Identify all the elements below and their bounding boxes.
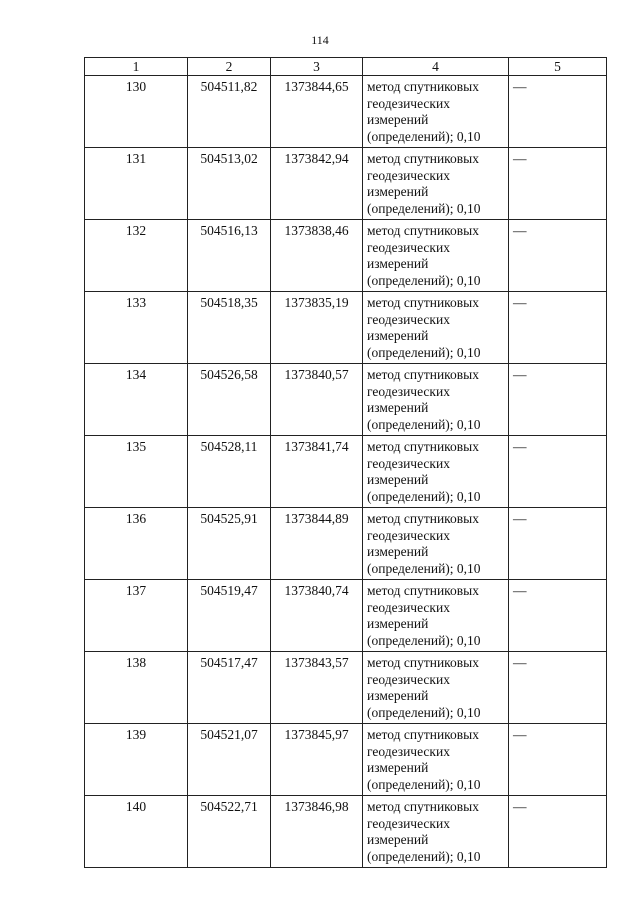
- method-cell: [363, 796, 509, 868]
- method-cell: [363, 652, 509, 724]
- method-line: (определений); 0,10: [367, 704, 481, 720]
- method-line: геодезических: [367, 671, 450, 687]
- point-number-cell: 139: [85, 724, 188, 796]
- dash-mark: —: [513, 439, 527, 454]
- x-coordinate-cell: 504528,11: [188, 436, 271, 508]
- method-cell: [363, 724, 509, 796]
- method-line: измерений: [367, 544, 429, 559]
- header-col-3: 3: [271, 58, 363, 76]
- page-number: 114: [311, 33, 329, 47]
- method-line: измерений: [367, 184, 429, 199]
- table-row: [85, 580, 607, 652]
- header-col-5: 5: [509, 58, 607, 76]
- notes-cell: [509, 652, 607, 724]
- notes-cell: [509, 76, 607, 148]
- method-line: геодезических: [367, 239, 450, 255]
- method-line: (определений); 0,10: [367, 560, 481, 576]
- method-cell: [363, 76, 509, 148]
- method-line: метод спутниковых: [367, 511, 479, 526]
- method-cell: [363, 220, 509, 292]
- x-coordinate-cell: 504521,07: [188, 724, 271, 796]
- x-coordinate-cell: 504518,35: [188, 292, 271, 364]
- notes-cell: [509, 796, 607, 868]
- method-line: (определений); 0,10: [367, 128, 481, 144]
- point-number-cell: 131: [85, 148, 188, 220]
- method-line: геодезических: [367, 311, 450, 327]
- y-coordinate-cell: 1373840,74: [271, 580, 363, 652]
- method-line: метод спутниковых: [367, 151, 479, 166]
- header-col-1: 1: [85, 58, 188, 76]
- dash-mark: —: [513, 79, 527, 94]
- method-line: измерений: [367, 256, 429, 271]
- point-number-cell: 130: [85, 76, 188, 148]
- method-line: геодезических: [367, 167, 450, 183]
- method-line: геодезических: [367, 599, 450, 615]
- table-row: [85, 796, 607, 868]
- table-row: [85, 508, 607, 580]
- method-cell: [363, 292, 509, 364]
- method-cell: [363, 580, 509, 652]
- y-coordinate-cell: 1373840,57: [271, 364, 363, 436]
- method-line: измерений: [367, 760, 429, 775]
- y-coordinate-cell: 1373846,98: [271, 796, 363, 868]
- point-number-cell: 133: [85, 292, 188, 364]
- point-number-cell: 135: [85, 436, 188, 508]
- method-line: измерений: [367, 112, 429, 127]
- table-row: [85, 724, 607, 796]
- y-coordinate-cell: 1373838,46: [271, 220, 363, 292]
- dash-mark: —: [513, 223, 527, 238]
- method-line: метод спутниковых: [367, 727, 479, 742]
- header-col-2: 2: [188, 58, 271, 76]
- table-row: [85, 364, 607, 436]
- method-cell: [363, 364, 509, 436]
- method-line: измерений: [367, 688, 429, 703]
- method-cell: [363, 436, 509, 508]
- y-coordinate-cell: 1373842,94: [271, 148, 363, 220]
- notes-cell: [509, 724, 607, 796]
- method-line: (определений); 0,10: [367, 488, 481, 504]
- method-line: метод спутниковых: [367, 295, 479, 310]
- y-coordinate-cell: 1373844,65: [271, 76, 363, 148]
- notes-cell: [509, 508, 607, 580]
- dash-mark: —: [513, 295, 527, 310]
- method-line: (определений); 0,10: [367, 272, 481, 288]
- x-coordinate-cell: 504519,47: [188, 580, 271, 652]
- y-coordinate-cell: 1373835,19: [271, 292, 363, 364]
- table-row: [85, 220, 607, 292]
- method-cell: [363, 508, 509, 580]
- notes-cell: [509, 436, 607, 508]
- method-line: метод спутниковых: [367, 367, 479, 382]
- method-line: измерений: [367, 472, 429, 487]
- dash-mark: —: [513, 727, 527, 742]
- point-number-cell: 136: [85, 508, 188, 580]
- method-line: метод спутниковых: [367, 79, 479, 94]
- table-row: [85, 76, 607, 148]
- coordinates-table: [84, 57, 607, 868]
- method-line: метод спутниковых: [367, 583, 479, 598]
- method-cell: [363, 148, 509, 220]
- x-coordinate-cell: 504525,91: [188, 508, 271, 580]
- method-line: измерений: [367, 832, 429, 847]
- method-line: метод спутниковых: [367, 439, 479, 454]
- method-line: геодезических: [367, 743, 450, 759]
- method-line: геодезических: [367, 383, 450, 399]
- y-coordinate-cell: 1373841,74: [271, 436, 363, 508]
- dash-mark: —: [513, 151, 527, 166]
- method-line: измерений: [367, 616, 429, 631]
- table-body: [85, 76, 607, 868]
- y-coordinate-cell: 1373845,97: [271, 724, 363, 796]
- method-line: метод спутниковых: [367, 799, 479, 814]
- method-line: (определений); 0,10: [367, 848, 481, 864]
- method-line: геодезических: [367, 455, 450, 471]
- notes-cell: [509, 292, 607, 364]
- method-line: (определений); 0,10: [367, 776, 481, 792]
- notes-cell: [509, 364, 607, 436]
- point-number-cell: 140: [85, 796, 188, 868]
- point-number-cell: 138: [85, 652, 188, 724]
- method-line: (определений); 0,10: [367, 416, 481, 432]
- y-coordinate-cell: 1373844,89: [271, 508, 363, 580]
- table-row: [85, 652, 607, 724]
- x-coordinate-cell: 504516,13: [188, 220, 271, 292]
- method-line: (определений); 0,10: [367, 200, 481, 216]
- dash-mark: —: [513, 799, 527, 814]
- y-coordinate-cell: 1373843,57: [271, 652, 363, 724]
- x-coordinate-cell: 504522,71: [188, 796, 271, 868]
- method-line: (определений); 0,10: [367, 632, 481, 648]
- method-line: измерений: [367, 400, 429, 415]
- notes-cell: [509, 580, 607, 652]
- method-line: (определений); 0,10: [367, 344, 481, 360]
- dash-mark: —: [513, 511, 527, 526]
- point-number-cell: 132: [85, 220, 188, 292]
- table-header-row: [85, 58, 607, 76]
- dash-mark: —: [513, 655, 527, 670]
- x-coordinate-cell: 504517,47: [188, 652, 271, 724]
- x-coordinate-cell: 504513,02: [188, 148, 271, 220]
- dash-mark: —: [513, 583, 527, 598]
- table-row: [85, 436, 607, 508]
- x-coordinate-cell: 504526,58: [188, 364, 271, 436]
- point-number-cell: 137: [85, 580, 188, 652]
- table-row: [85, 292, 607, 364]
- method-line: геодезических: [367, 95, 450, 111]
- x-coordinate-cell: 504511,82: [188, 76, 271, 148]
- method-line: геодезических: [367, 815, 450, 831]
- method-line: геодезических: [367, 527, 450, 543]
- method-line: измерений: [367, 328, 429, 343]
- notes-cell: [509, 220, 607, 292]
- point-number-cell: 134: [85, 364, 188, 436]
- notes-cell: [509, 148, 607, 220]
- header-col-4: 4: [363, 58, 509, 76]
- method-line: метод спутниковых: [367, 223, 479, 238]
- table-row: [85, 148, 607, 220]
- dash-mark: —: [513, 367, 527, 382]
- method-line: метод спутниковых: [367, 655, 479, 670]
